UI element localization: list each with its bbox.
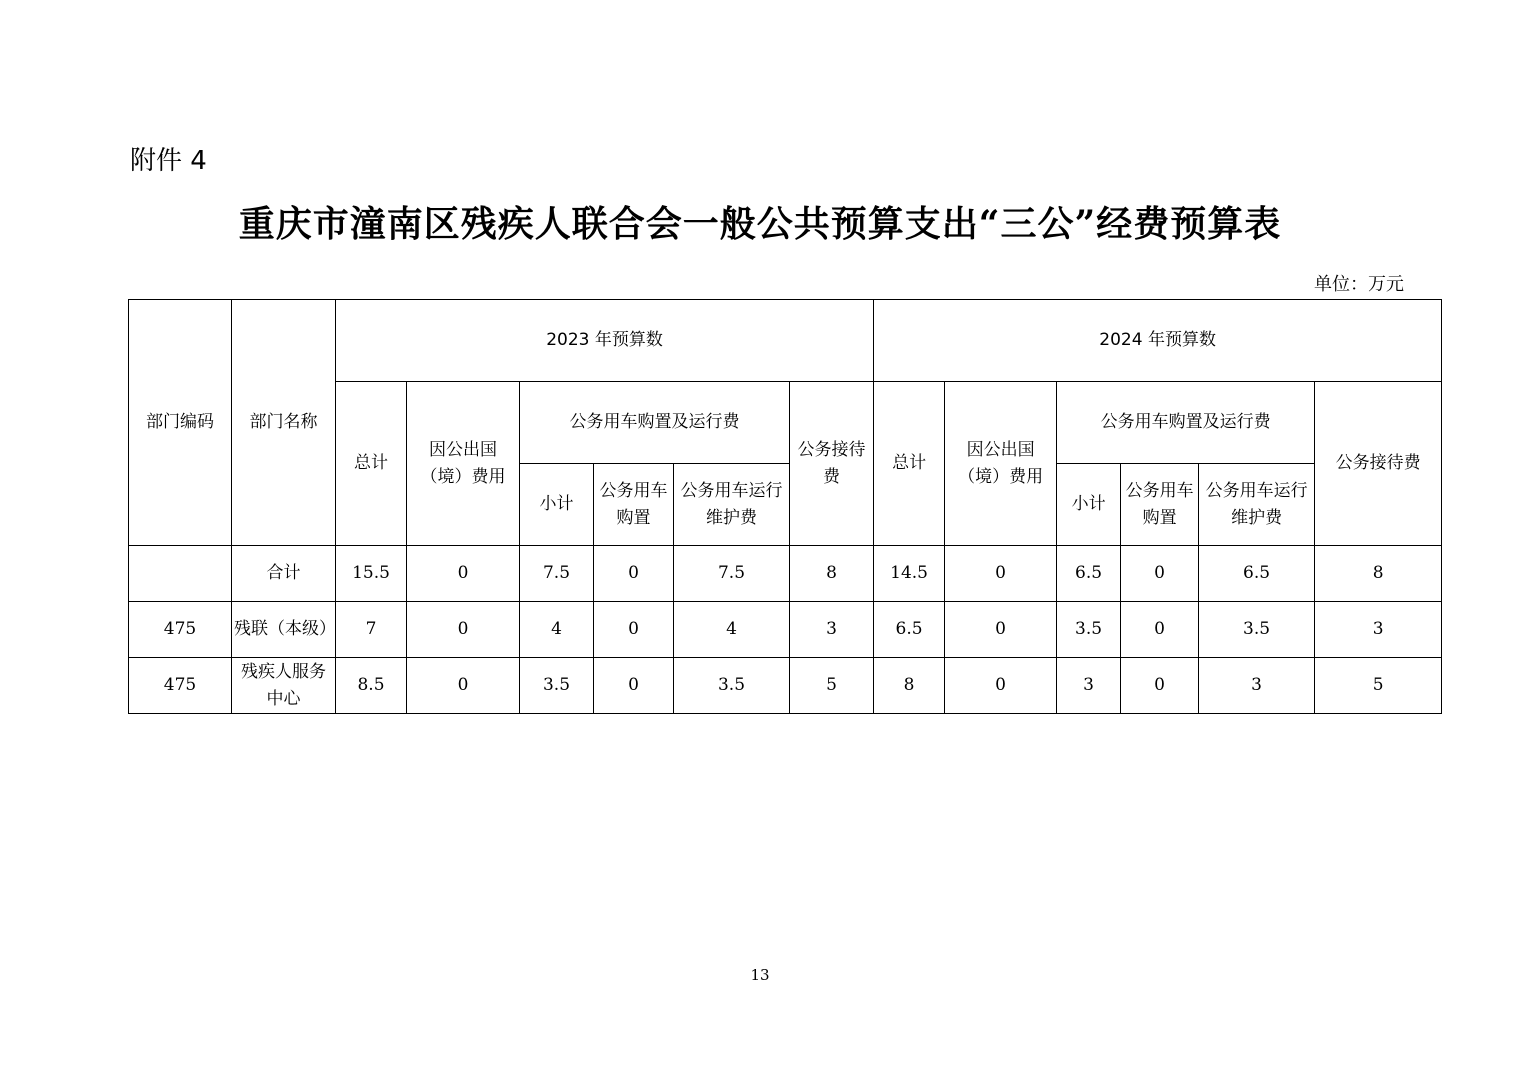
- cell-2024-subtotal: 3.5: [1057, 602, 1121, 658]
- header-year-2024: 2024 年预算数: [874, 300, 1442, 382]
- header-2024-vehicle-operation: 公务用车运行维护费: [1199, 464, 1315, 546]
- cell-2023-reception: 5: [790, 658, 874, 714]
- header-2023-vehicle-purchase: 公务用车购置: [594, 464, 674, 546]
- cell-2024-reception: 3: [1315, 602, 1442, 658]
- cell-2024-overseas: 0: [945, 602, 1057, 658]
- cell-2023-overseas: 0: [407, 658, 520, 714]
- cell-2024-operation: 3: [1199, 658, 1315, 714]
- header-2023-subtotal: 小计: [520, 464, 594, 546]
- cell-2023-purchase: 0: [594, 546, 674, 602]
- table-row-total: [129, 546, 1442, 602]
- cell-2024-overseas: 0: [945, 546, 1057, 602]
- cell-2024-operation: 6.5: [1199, 546, 1315, 602]
- cell-2023-subtotal: 4: [520, 602, 594, 658]
- cell-2024-operation: 3.5: [1199, 602, 1315, 658]
- cell-2024-total: 8: [874, 658, 945, 714]
- cell-dept-name: 合计: [232, 546, 336, 602]
- cell-2024-purchase: 0: [1121, 658, 1199, 714]
- header-year-2023: 2023 年预算数: [336, 300, 874, 382]
- cell-dept-code: [129, 546, 232, 602]
- cell-2024-overseas: 0: [945, 658, 1057, 714]
- cell-2023-total: 8.5: [336, 658, 407, 714]
- cell-2024-reception: 5: [1315, 658, 1442, 714]
- header-2024-total: 总计: [874, 382, 945, 546]
- header-row-years: [129, 300, 1442, 382]
- cell-2023-overseas: 0: [407, 546, 520, 602]
- cell-2024-subtotal: 6.5: [1057, 546, 1121, 602]
- header-2023-reception: 公务接待费: [790, 382, 874, 546]
- budget-table: [128, 299, 1442, 714]
- cell-2024-reception: 8: [1315, 546, 1442, 602]
- header-dept-name: 部门名称: [232, 300, 336, 546]
- attachment-label: 附件 4: [130, 146, 207, 176]
- cell-2024-purchase: 0: [1121, 546, 1199, 602]
- page-title: 重庆市潼南区残疾人联合会一般公共预算支出“三公”经费预算表: [238, 203, 1282, 245]
- cell-2023-subtotal: 7.5: [520, 546, 594, 602]
- cell-2023-purchase: 0: [594, 602, 674, 658]
- cell-2023-operation: 7.5: [674, 546, 790, 602]
- table-row: [129, 602, 1442, 658]
- cell-2023-purchase: 0: [594, 658, 674, 714]
- header-2024-reception: 公务接待费: [1315, 382, 1442, 546]
- header-2024-overseas: 因公出国（境）费用: [945, 382, 1057, 546]
- cell-2024-subtotal: 3: [1057, 658, 1121, 714]
- header-2023-vehicle: 公务用车购置及运行费: [520, 382, 790, 464]
- cell-2024-total: 6.5: [874, 602, 945, 658]
- header-2023-total: 总计: [336, 382, 407, 546]
- header-2024-subtotal: 小计: [1057, 464, 1121, 546]
- header-2024-vehicle: 公务用车购置及运行费: [1057, 382, 1315, 464]
- table-row: [129, 658, 1442, 714]
- cell-2023-total: 7: [336, 602, 407, 658]
- cell-2023-reception: 3: [790, 602, 874, 658]
- cell-2023-subtotal: 3.5: [520, 658, 594, 714]
- header-2024-vehicle-purchase: 公务用车购置: [1121, 464, 1199, 546]
- cell-2023-reception: 8: [790, 546, 874, 602]
- cell-dept-name: 残疾人服务中心: [232, 658, 336, 714]
- page-number: 13: [750, 966, 770, 984]
- unit-label: 单位：万元: [1314, 274, 1404, 295]
- cell-2024-total: 14.5: [874, 546, 945, 602]
- cell-dept-code: 475: [129, 602, 232, 658]
- cell-2024-purchase: 0: [1121, 602, 1199, 658]
- header-2023-overseas: 因公出国（境）费用: [407, 382, 520, 546]
- header-2023-vehicle-operation: 公务用车运行维护费: [674, 464, 790, 546]
- cell-2023-operation: 4: [674, 602, 790, 658]
- cell-dept-code: 475: [129, 658, 232, 714]
- cell-2023-overseas: 0: [407, 602, 520, 658]
- cell-dept-name: 残联（本级）: [232, 602, 336, 658]
- header-dept-code: 部门编码: [129, 300, 232, 546]
- cell-2023-operation: 3.5: [674, 658, 790, 714]
- cell-2023-total: 15.5: [336, 546, 407, 602]
